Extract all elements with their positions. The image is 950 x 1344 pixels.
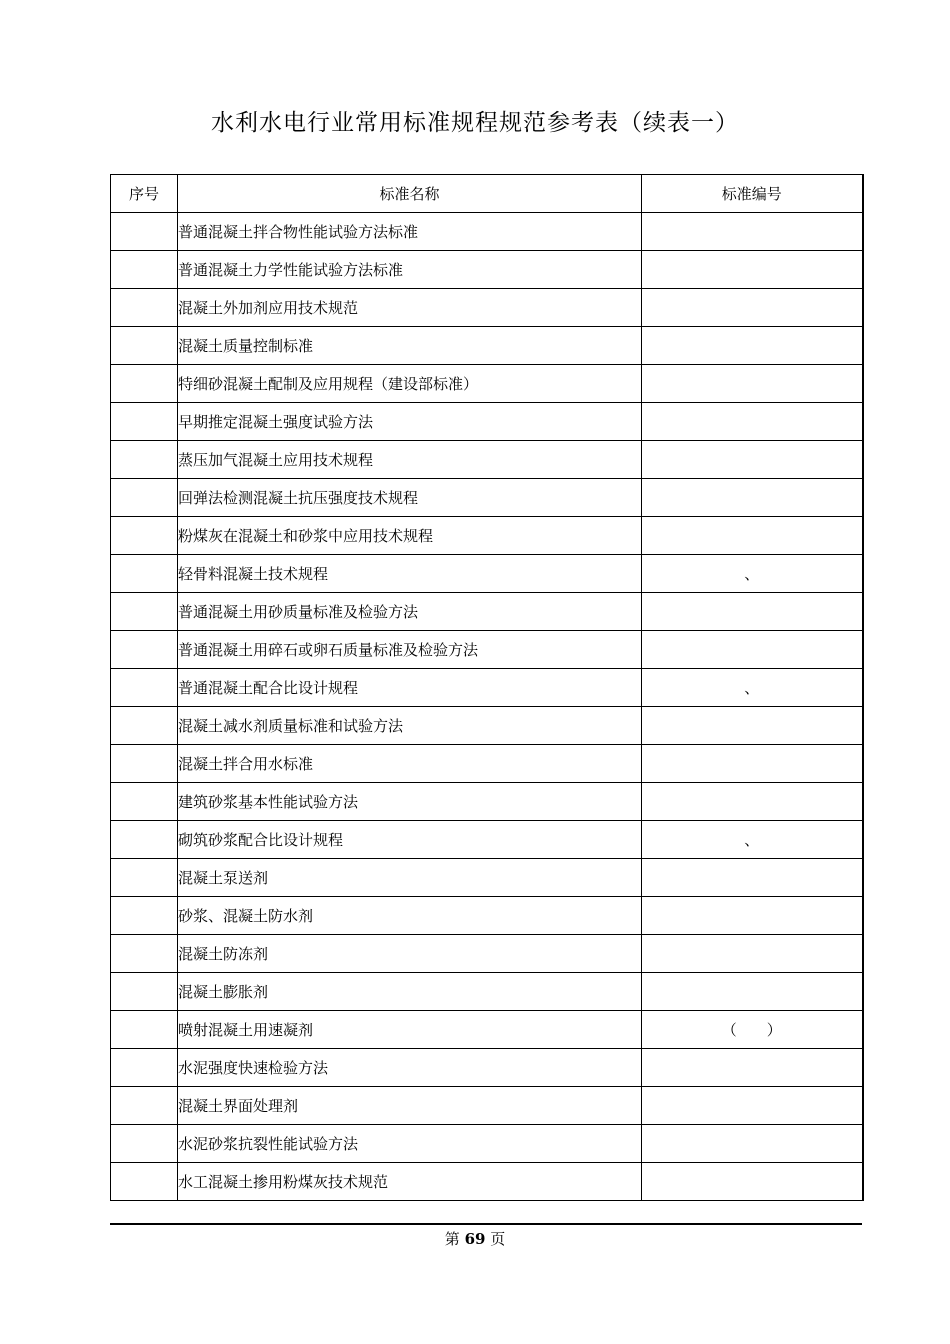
table-row [111,783,863,821]
cell-standard-name: 普通混凝土配合比设计规程 [178,669,642,707]
cell-serial-number [111,821,178,859]
cell-standard-name: 回弹法检测混凝土抗压强度技术规程 [178,479,642,517]
cell-serial-number [111,897,178,935]
cell-serial-number [111,1125,178,1163]
cell-standard-name: 混凝土膨胀剂 [178,973,642,1011]
cell-serial-number [111,479,178,517]
table-row [111,1011,863,1049]
cell-serial-number [111,403,178,441]
table-row [111,555,863,593]
cell-serial-number [111,441,178,479]
cell-standard-name: 普通混凝土用碎石或卵石质量标准及检验方法 [178,631,642,669]
cell-standard-name: 混凝土防冻剂 [178,935,642,973]
cell-standard-code [642,251,863,289]
header-standard-name: 标准名称 [178,175,642,213]
cell-serial-number [111,1163,178,1201]
standards-table [110,174,864,1201]
cell-standard-code [642,935,863,973]
table-row [111,631,863,669]
cell-standard-code [642,1087,863,1125]
cell-standard-code [642,897,863,935]
table-row [111,973,863,1011]
cell-standard-code [642,403,863,441]
cell-standard-name: 普通混凝土用砂质量标准及检验方法 [178,593,642,631]
table-row [111,935,863,973]
cell-serial-number [111,783,178,821]
cell-standard-code [642,479,863,517]
table-row [111,327,863,365]
table-row [111,479,863,517]
table-row [111,289,863,327]
cell-standard-name: 水工混凝土掺用粉煤灰技术规范 [178,1163,642,1201]
cell-standard-name: 混凝土减水剂质量标准和试验方法 [178,707,642,745]
cell-standard-name: 混凝土质量控制标准 [178,327,642,365]
table-row [111,441,863,479]
cell-standard-name: 蒸压加气混凝土应用技术规程 [178,441,642,479]
cell-standard-code [642,593,863,631]
cell-standard-code [642,365,863,403]
cell-standard-name: 水泥强度快速检验方法 [178,1049,642,1087]
cell-standard-name: 建筑砂浆基本性能试验方法 [178,783,642,821]
page-number: 69 [464,1230,486,1248]
cell-serial-number [111,935,178,973]
cell-standard-code: （ ） [642,1011,863,1049]
table-row [111,251,863,289]
table-row [111,1087,863,1125]
cell-standard-code [642,1049,863,1087]
cell-serial-number [111,517,178,555]
cell-standard-name: 普通混凝土力学性能试验方法标准 [178,251,642,289]
cell-serial-number [111,365,178,403]
table-row [111,897,863,935]
page-suffix: 页 [490,1230,506,1248]
cell-standard-name: 混凝土泵送剂 [178,859,642,897]
cell-standard-code [642,783,863,821]
table-header-row [111,175,863,213]
cell-serial-number [111,555,178,593]
cell-standard-name: 混凝土界面处理剂 [178,1087,642,1125]
table-row [111,403,863,441]
cell-serial-number [111,1087,178,1125]
cell-serial-number [111,289,178,327]
cell-standard-name: 砂浆、混凝土防水剂 [178,897,642,935]
cell-standard-code [642,973,863,1011]
cell-standard-code: 、 [642,669,863,707]
cell-standard-name: 混凝土拌合用水标准 [178,745,642,783]
cell-serial-number [111,251,178,289]
table-row [111,593,863,631]
cell-serial-number [111,707,178,745]
cell-standard-code [642,213,863,251]
cell-serial-number [111,631,178,669]
cell-serial-number [111,1011,178,1049]
cell-standard-code [642,1163,863,1201]
table-row [111,859,863,897]
cell-standard-code [642,289,863,327]
table-row [111,821,863,859]
header-serial-number: 序号 [111,175,178,213]
cell-standard-code [642,859,863,897]
cell-standard-name: 砌筑砂浆配合比设计规程 [178,821,642,859]
cell-standard-code [642,745,863,783]
cell-standard-code [642,707,863,745]
page-footer [0,1228,950,1249]
cell-serial-number [111,859,178,897]
table-row [111,1163,863,1201]
cell-standard-name: 普通混凝土拌合物性能试验方法标准 [178,213,642,251]
cell-standard-code [642,441,863,479]
table-row [111,517,863,555]
cell-standard-code [642,517,863,555]
table-row [111,707,863,745]
cell-standard-name: 混凝土外加剂应用技术规范 [178,289,642,327]
cell-serial-number [111,973,178,1011]
cell-serial-number [111,213,178,251]
table-row [111,1125,863,1163]
table-row [111,669,863,707]
cell-standard-name: 轻骨料混凝土技术规程 [178,555,642,593]
cell-standard-code: 、 [642,821,863,859]
cell-serial-number [111,593,178,631]
header-standard-code: 标准编号 [642,175,863,213]
cell-serial-number [111,327,178,365]
cell-standard-code [642,631,863,669]
cell-standard-name: 喷射混凝土用速凝剂 [178,1011,642,1049]
cell-standard-code: 、 [642,555,863,593]
footer-divider [110,1223,862,1225]
cell-standard-code [642,327,863,365]
cell-standard-name: 特细砂混凝土配制及应用规程（建设部标准） [178,365,642,403]
page-title: 水利水电行业常用标准规程规范参考表（续表一） [211,110,739,136]
table-row [111,1049,863,1087]
table-row [111,745,863,783]
cell-serial-number [111,669,178,707]
cell-standard-name: 粉煤灰在混凝土和砂浆中应用技术规程 [178,517,642,555]
cell-standard-code [642,1125,863,1163]
table-body [111,213,863,1201]
table-row [111,365,863,403]
table-row [111,213,863,251]
cell-serial-number [111,1049,178,1087]
cell-serial-number [111,745,178,783]
page-prefix: 第 [444,1230,460,1248]
cell-standard-name: 水泥砂浆抗裂性能试验方法 [178,1125,642,1163]
cell-standard-name: 早期推定混凝土强度试验方法 [178,403,642,441]
